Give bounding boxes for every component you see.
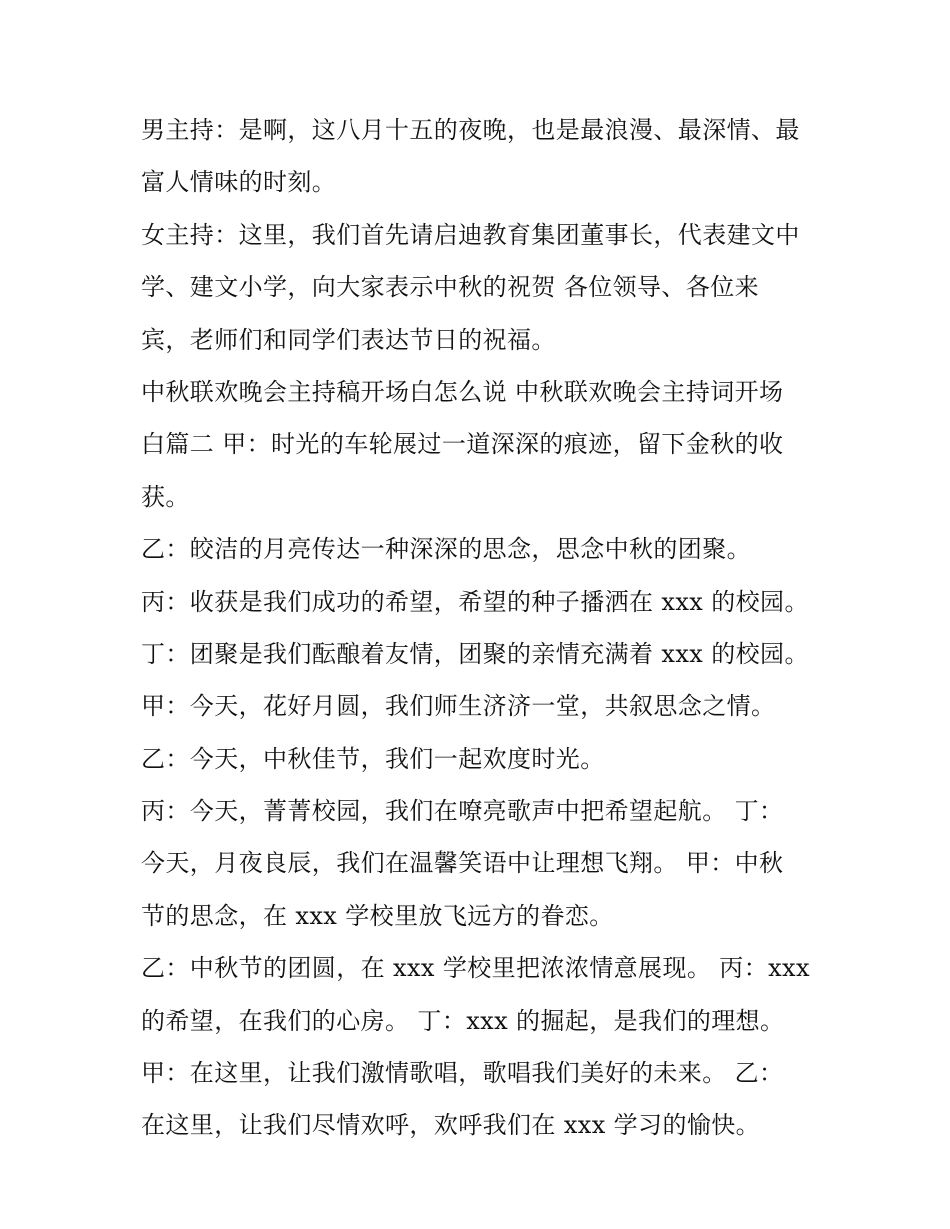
- text-line: 今天，月夜良辰，我们在温馨笑语中让理想飞翔。 甲：中秋: [141, 849, 784, 878]
- text-line: 甲：今天，花好月圆，我们师生济济一堂，共叙思念之情。: [141, 692, 776, 721]
- text-line: 男主持：是啊，这八月十五的夜晚，也是最浪漫、最深情、最: [141, 116, 800, 144]
- text-line: 富人情味的时刻。: [141, 168, 337, 197]
- text-line: 丙：今天，菁菁校园，我们在嘹亮歌声中把希望起航。 丁：: [141, 797, 784, 826]
- text-line: 节的思念，在 xxx 学校里放飞远方的眷恋。: [141, 901, 614, 930]
- text-line: 的希望，在我们的心房。 丁：xxx 的掘起，是我们的理想。: [141, 1006, 785, 1035]
- document-body: [141, 104, 821, 1152]
- text-line: 女主持：这里，我们首先请启迪教育集团董事长，代表建文中: [141, 220, 800, 249]
- text-line: 中秋联欢晚会主持稿开场白怎么说 中秋联欢晚会主持词开场: [141, 377, 784, 406]
- text-line: 获。: [141, 482, 190, 511]
- text-line: 在这里，让我们尽情欢呼，欢呼我们在 xxx 学习的愉快。: [141, 1111, 761, 1140]
- text-line: 丁：团聚是我们酝酿着友情，团聚的亲情充满着 xxx 的校园。: [141, 639, 809, 668]
- text-line: 白篇二 甲：时光的车轮展过一道深深的痕迹，留下金秋的收: [141, 430, 784, 459]
- text-line: 丙：收获是我们成功的希望，希望的种子播洒在 xxx 的校园。: [141, 587, 809, 616]
- text-line: 学、建文小学，向大家表示中秋的祝贺 各位领导、各位来: [141, 273, 760, 302]
- text-line: 乙：中秋节的团圆，在 xxx 学校里把浓浓情意展现。 丙：xxx: [141, 954, 810, 983]
- text-line: 乙：今天，中秋佳节，我们一起欢度时光。: [141, 744, 605, 773]
- text-line: 宾，老师们和同学们表达节日的祝福。: [141, 325, 556, 354]
- text-line: 甲：在这里，让我们激情歌唱，歌唱我们美好的未来。 乙：: [141, 1059, 784, 1088]
- text-line: 乙：皎洁的月亮传达一种深深的思念，思念中秋的团聚。: [141, 535, 751, 564]
